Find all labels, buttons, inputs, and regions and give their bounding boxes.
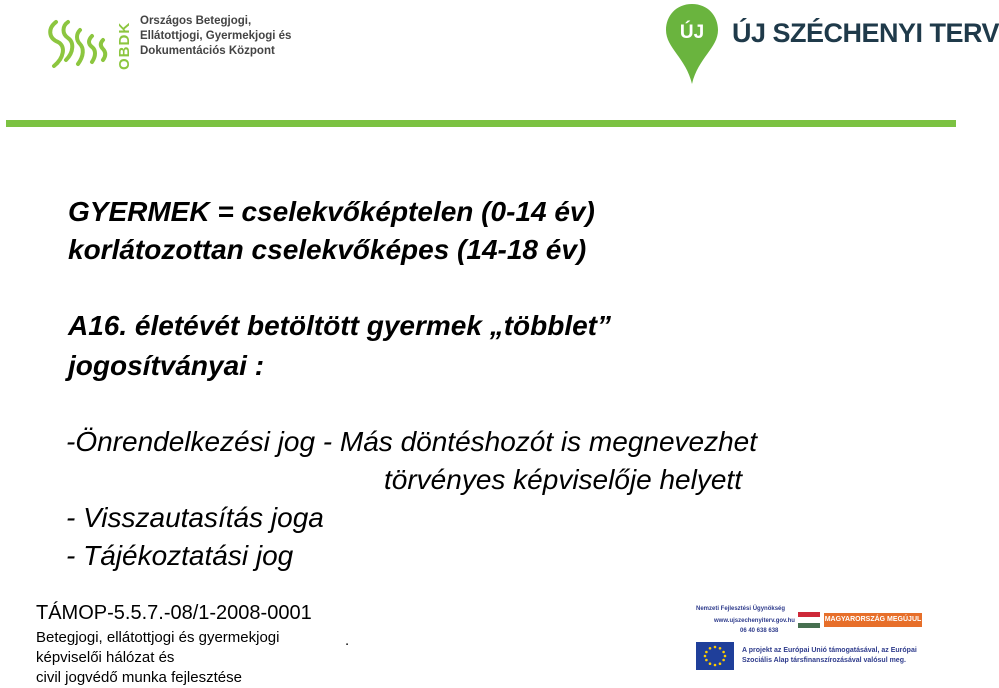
hungarian-flag-icon xyxy=(798,612,820,628)
obdk-name xyxy=(140,14,291,59)
footer-dot: . xyxy=(345,632,350,649)
heading-line: korlátozottan cselekvőképes (14-18 év) xyxy=(68,234,587,265)
footer-line: civil jogvédő munka fejlesztése xyxy=(36,669,242,686)
eu-flag-icon xyxy=(696,642,734,670)
heading-line: A16. életévét betöltött gyermek „többlet” xyxy=(68,310,612,341)
slogan-banner: MAGYARORSZÁG MEGÚJUL xyxy=(824,613,922,627)
obdk-line: Ellátottjogi, Gyermekjogi és xyxy=(140,30,292,42)
header-divider xyxy=(6,120,956,127)
project-code: TÁMOP-5.5.7.-08/1-2008-0001 xyxy=(36,602,312,624)
footer-line: képviselői hálózat és xyxy=(36,649,175,666)
body-line: - Visszautasítás joga xyxy=(66,502,324,533)
agency-url: www.ujszechenyiterv.gov.hu xyxy=(714,618,795,624)
obdk-vertical-label: OBDK xyxy=(116,21,133,70)
obdk-line: Országos Betegjogi, xyxy=(140,15,252,27)
agency-name: Nemzeti Fejlesztési Ügynökség xyxy=(696,606,786,612)
obdk-logo-icon xyxy=(46,14,114,72)
szechenyi-terv-title: ÚJ SZÉCHENYI TERV xyxy=(732,18,999,48)
szechenyi-pin-label: ÚJ xyxy=(679,22,705,43)
heading-line: jogosítványai : xyxy=(68,350,265,381)
eu-text-line: A projekt az Európai Unió támogatásával, az Európai xyxy=(742,647,917,654)
eu-funding-text xyxy=(742,646,917,666)
szechenyi-pin-icon xyxy=(664,2,720,88)
body-line: törvényes képviselője helyett xyxy=(384,464,742,495)
body-line: -Önrendelkezési jog - Más döntéshozót is megnevezhet xyxy=(66,426,758,457)
heading-line: GYERMEK = cselekvőképtelen (0-14 év) xyxy=(68,196,595,227)
obdk-line: Dokumentációs Központ xyxy=(140,45,275,57)
agency-phone: 06 40 638 638 xyxy=(740,628,779,634)
footer-line: Betegjogi, ellátottjogi és gyermekjogi xyxy=(36,629,280,646)
eu-funding-badge xyxy=(680,598,930,678)
eu-text-line: Szociális Alap társfinanszírozásával valósul meg. xyxy=(742,657,906,664)
body-line: - Tájékoztatási jog xyxy=(66,540,294,571)
